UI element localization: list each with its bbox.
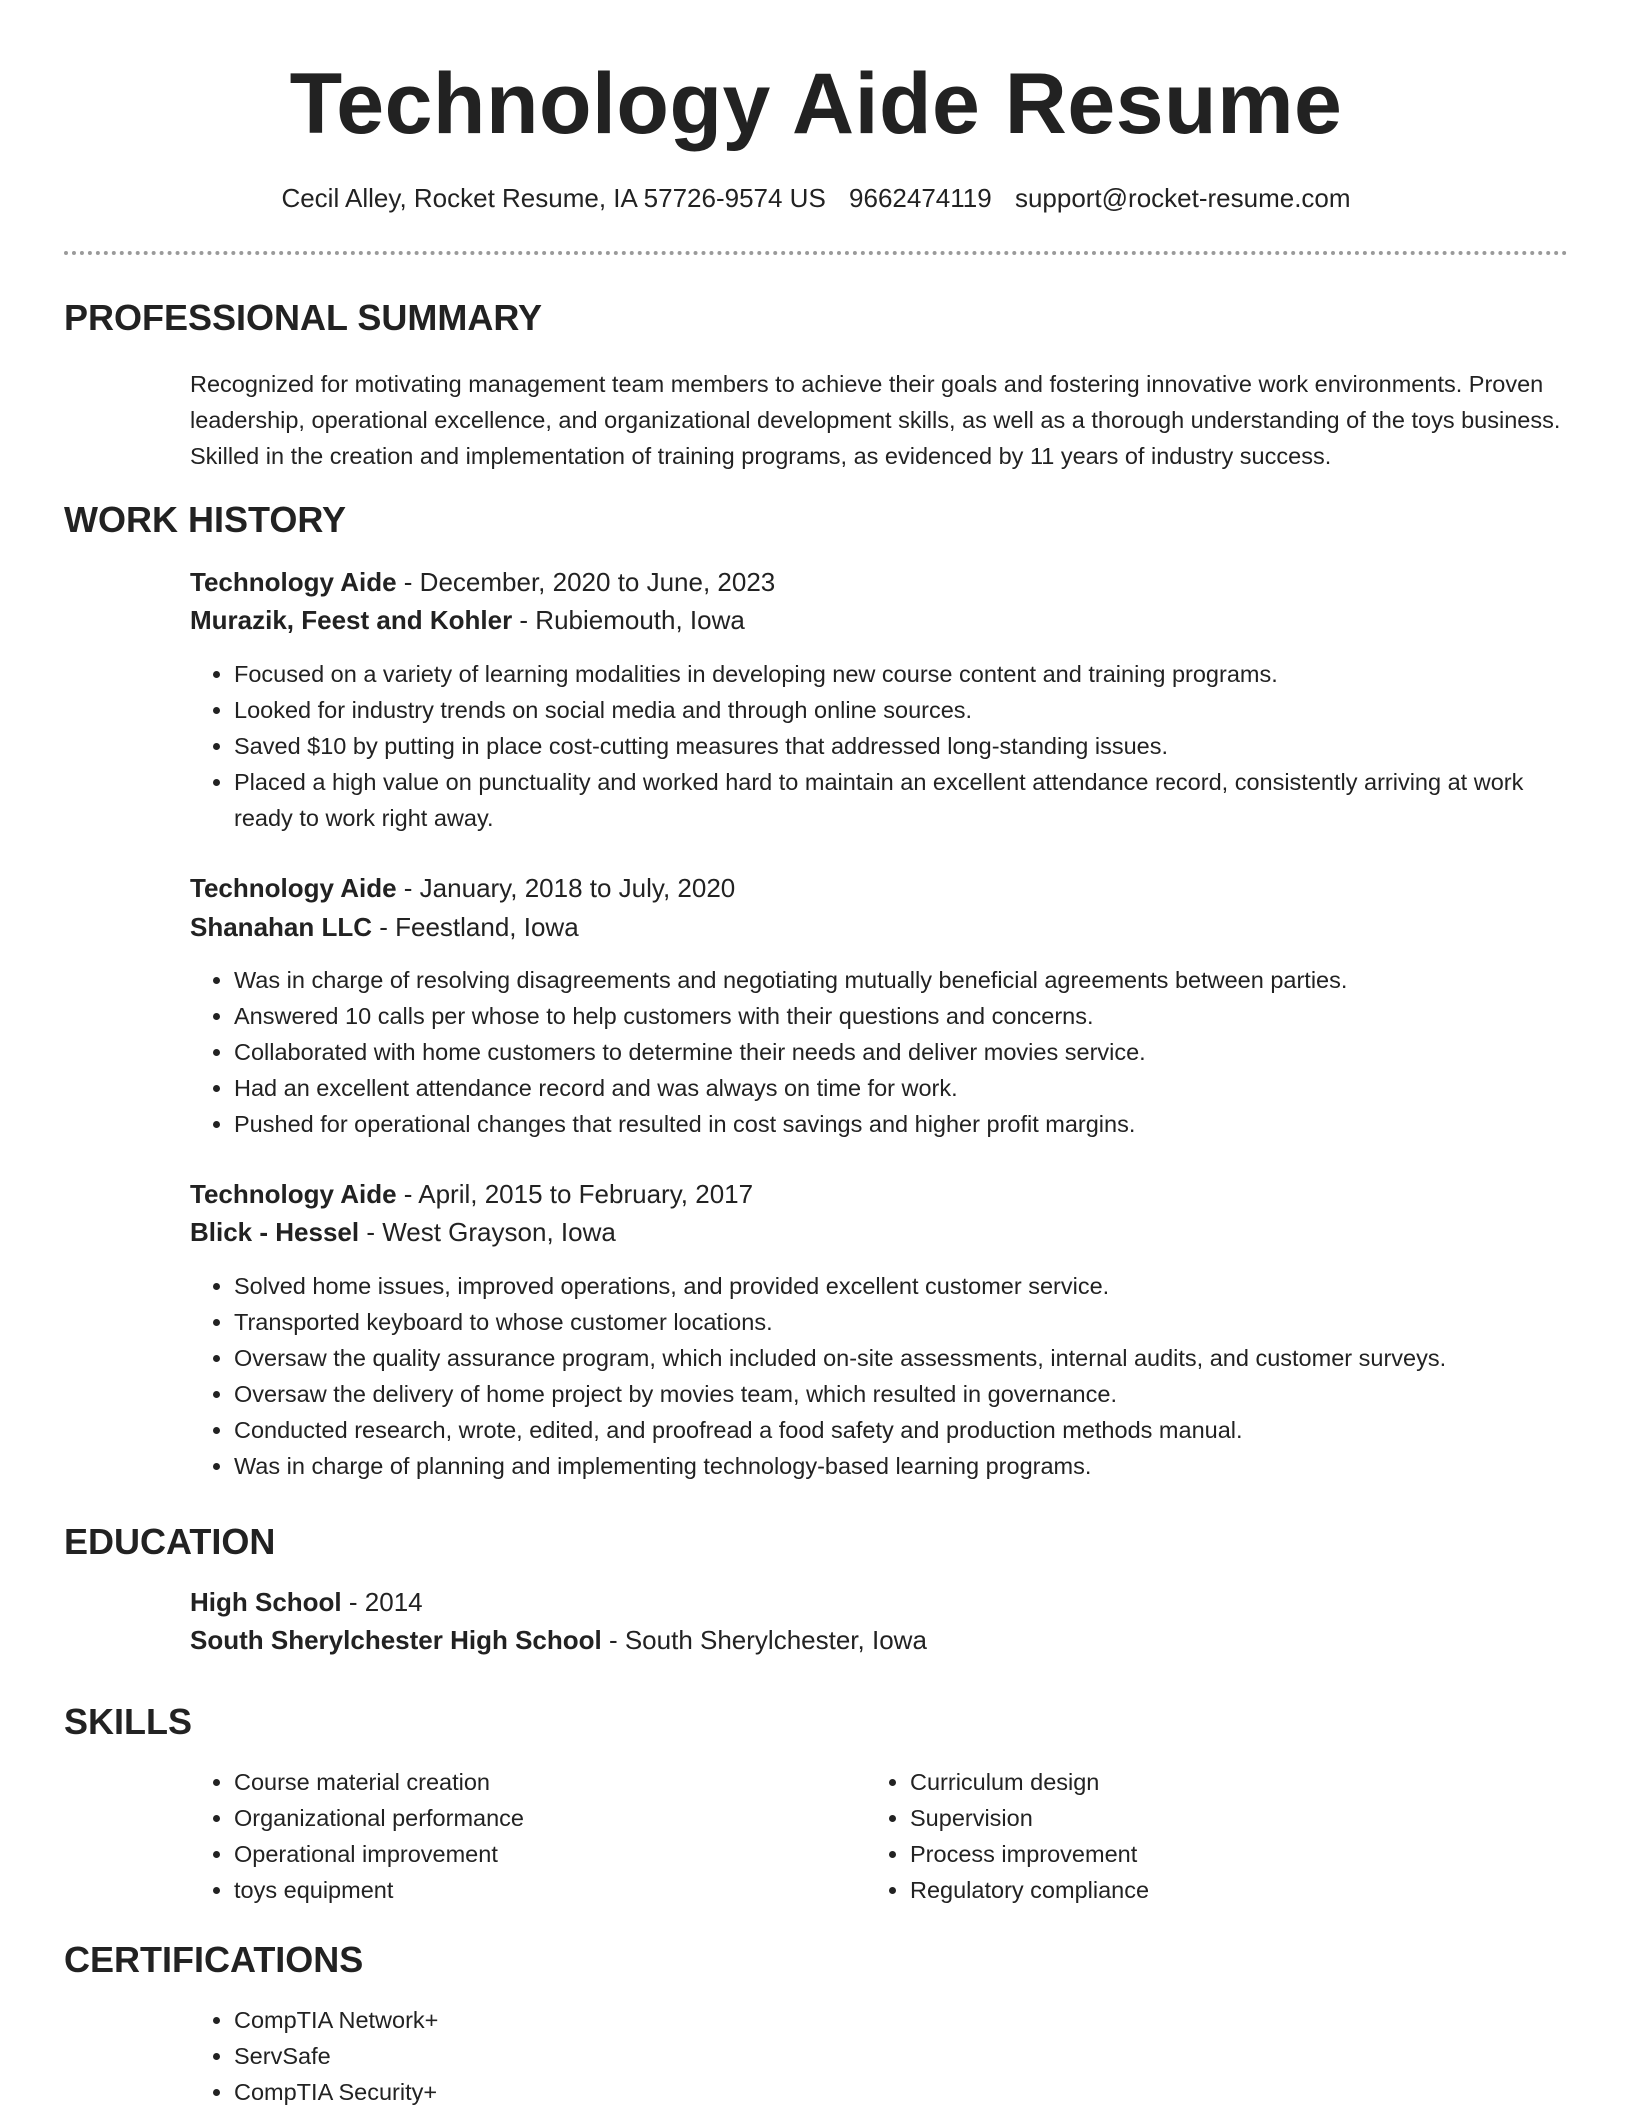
list-item: • Was in charge of planning and implementing technology-based learning programs. bbox=[234, 1448, 1580, 1484]
job-3-title-line bbox=[190, 1176, 753, 1212]
contact-email: support@rocket-resume.com bbox=[1014, 183, 1351, 213]
list-item: • Looked for industry trends on social media and through online sources. bbox=[234, 692, 1580, 728]
resume-title: Technology Aide Resume bbox=[289, 56, 1343, 152]
list-item: • Oversaw the delivery of home project by movies team, which resulted in governance. bbox=[234, 1376, 1580, 1412]
job-3-bullets bbox=[190, 1268, 1580, 1484]
list-item: • Oversaw the quality assurance program, which included on-site assessments, internal audits, and customer surveys. bbox=[234, 1340, 1580, 1376]
skills-left-list bbox=[190, 1764, 864, 1908]
job-1-company-line bbox=[190, 602, 745, 638]
education-heading: EDUCATION bbox=[64, 1521, 276, 1562]
skills-heading: SKILLS bbox=[64, 1701, 193, 1742]
list-item: • Had an excellent attendance record and was always on time for work. bbox=[234, 1070, 1580, 1106]
job-3-location: - West Grayson, Iowa bbox=[359, 1217, 616, 1247]
education-location: - South Sherylchester, Iowa bbox=[601, 1625, 927, 1655]
list-item: • Saved $10 by putting in place cost-cutting measures that addressed long-standing issues. bbox=[234, 728, 1580, 764]
list-item: • Placed a high value on punctuality and worked hard to maintain an excellent attendance record, consistently arriving at work ready to work right away. bbox=[234, 764, 1580, 836]
summary-heading: PROFESSIONAL SUMMARY bbox=[64, 297, 543, 338]
job-1-title: Technology Aide bbox=[190, 567, 397, 597]
contact-address: Cecil Alley, Rocket Resume, IA 57726-9574 US bbox=[281, 183, 826, 213]
job-1-dates: - December, 2020 to June, 2023 bbox=[396, 567, 776, 597]
job-2-company: Shanahan LLC bbox=[190, 912, 373, 942]
contact-phone: 9662474119 bbox=[849, 183, 992, 213]
summary-text: Recognized for motivating management team members to achieve their goals and fostering innovative work environments. Proven leadership, operational excellence, and organizational development skills, as well as a thorough understanding of the toys business. Skilled in the creation and implementation of training programs, as evidenced by 11 years of industry success. bbox=[190, 371, 1561, 469]
list-item: • Organizational performance bbox=[234, 1800, 864, 1836]
list-item: • Regulatory compliance bbox=[910, 1872, 1540, 1908]
education-school: South Sherylchester High School bbox=[190, 1625, 602, 1655]
list-item: • Transported keyboard to whose customer locations. bbox=[234, 1304, 1580, 1340]
list-item: • Curriculum design bbox=[910, 1764, 1540, 1800]
job-3-title: Technology Aide bbox=[190, 1179, 397, 1209]
education-degree-line bbox=[190, 1584, 423, 1620]
skills-right-list bbox=[866, 1764, 1540, 1908]
list-item: • Pushed for operational changes that resulted in cost savings and higher profit margins. bbox=[234, 1106, 1580, 1142]
job-2-location: - Feestland, Iowa bbox=[372, 912, 579, 942]
list-item: • ServSafe bbox=[234, 2038, 1034, 2074]
job-2-title-line bbox=[190, 870, 735, 906]
list-item: • Solved home issues, improved operations, and provided excellent customer service. bbox=[234, 1268, 1580, 1304]
job-1-location: - Rubiemouth, Iowa bbox=[512, 605, 745, 635]
education-school-line bbox=[190, 1622, 927, 1658]
header-divider bbox=[64, 251, 1568, 255]
list-item: • Collaborated with home customers to determine their needs and deliver movies service. bbox=[234, 1034, 1580, 1070]
job-2-dates: - January, 2018 to July, 2020 bbox=[396, 873, 736, 903]
list-item: • Supervision bbox=[910, 1800, 1540, 1836]
list-item: • Process improvement bbox=[910, 1836, 1540, 1872]
job-2-company-line bbox=[190, 909, 579, 945]
job-3-dates: - April, 2015 to February, 2017 bbox=[396, 1179, 754, 1209]
certifications-list bbox=[190, 2002, 1034, 2110]
contact-line bbox=[0, 180, 1632, 216]
list-item: • Conducted research, wrote, edited, and proofread a food safety and production methods manual. bbox=[234, 1412, 1580, 1448]
list-item: • CompTIA Network+ bbox=[234, 2002, 1034, 2038]
education-year: - 2014 bbox=[341, 1587, 423, 1617]
job-2-title: Technology Aide bbox=[190, 873, 397, 903]
job-3-company: Blick - Hessel bbox=[190, 1217, 360, 1247]
job-2-bullets bbox=[190, 962, 1580, 1142]
list-item: • Was in charge of resolving disagreements and negotiating mutually beneficial agreements between parties. bbox=[234, 962, 1580, 998]
job-1-company: Murazik, Feest and Kohler bbox=[190, 605, 513, 635]
education-degree: High School bbox=[190, 1587, 342, 1617]
list-item: • Focused on a variety of learning modalities in developing new course content and training programs. bbox=[234, 656, 1580, 692]
list-item: • Answered 10 calls per whose to help customers with their questions and concerns. bbox=[234, 998, 1580, 1034]
job-1-bullets bbox=[190, 656, 1580, 836]
work-history-heading: WORK HISTORY bbox=[64, 499, 347, 540]
job-1-title-line bbox=[190, 564, 775, 600]
list-item: • Operational improvement bbox=[234, 1836, 864, 1872]
job-3-company-line bbox=[190, 1214, 616, 1250]
list-item: • toys equipment bbox=[234, 1872, 864, 1908]
list-item: • CompTIA Security+ bbox=[234, 2074, 1034, 2110]
certifications-heading: CERTIFICATIONS bbox=[64, 1939, 364, 1980]
list-item: • Course material creation bbox=[234, 1764, 864, 1800]
